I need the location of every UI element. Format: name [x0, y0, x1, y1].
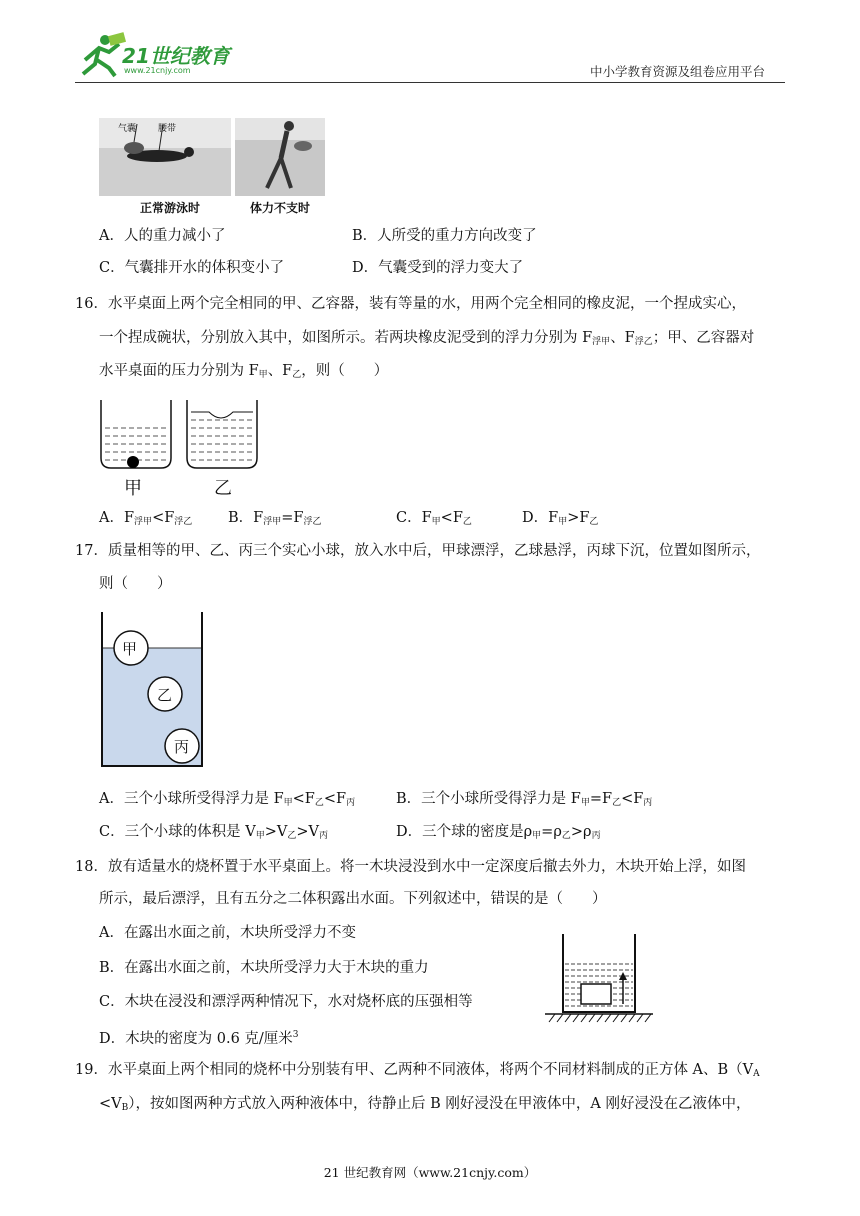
q17-option-d: D．三个球的密度是$\rho_甲=\rho_乙>\rho_丙$ [396, 824, 601, 841]
q18-option-c: C．木块在浸没和漂浮两种情况下，水对烧杯底的压强相等 [99, 994, 473, 1010]
left-caption: 正常游泳时 [140, 201, 201, 215]
container-jia-label: 甲 [124, 478, 142, 499]
q16-stem-line1: 16．水平桌面上两个完全相同的甲、乙容器，装有等量的水，用两个完全相同的橡皮泥，一个捏成实心， [75, 296, 746, 312]
q18-option-b: B．在露出水面之前，木块所受浮力大于木块的重力 [99, 960, 429, 976]
q18-stem-line1: 18．放有适量水的烧杯置于水平桌面上。将一木块浸没到水中一定深度后撤去外力，木块开始上浮，如图 [75, 859, 746, 875]
beaker-wood-figure [545, 932, 655, 1024]
q15-option-a: A．人的重力减小了 [99, 228, 226, 244]
belt-label: 腰带 [158, 124, 177, 134]
three-balls-figure [99, 612, 205, 768]
q17-option-c: C．三个小球的体积是 $V_甲>V_乙>V_丙$ [99, 824, 328, 841]
q16-option-a: A．$F_{浮甲}<F_{浮乙}$ [99, 510, 193, 527]
header-divider [75, 82, 785, 83]
ball-yi-label: 乙 [157, 686, 173, 704]
q15-option-c: C．气囊排开水的体积变小了 [99, 260, 285, 276]
airbag-label: 气囊 [118, 124, 137, 134]
q16-stem-line2: 一个捏成碗状，分别放入其中，如图所示。若两块橡皮泥受到的浮力分别为 $F_{浮甲}$、$F_{浮乙}$；甲、乙容器对 [99, 330, 755, 347]
q18-option-a: A．在露出水面之前，木块所受浮力不变 [99, 925, 356, 941]
q18-stem-line2: 所示，最后漂浮，且有五分之二体积露出水面。下列叙述中，错误的是（ ） [99, 891, 607, 907]
q16-option-d: D．$F_甲>F_乙$ [522, 510, 599, 527]
q19-stem-line1: 19．水平桌面上两个相同的烧杯中分别装有甲、乙两种不同液体，将两个不同材料制成的正方体 A、$B(V_A$ [75, 1062, 760, 1079]
q17-stem-line1: 17．质量相等的甲、乙、丙三个实心小球，放入水中后，甲球漂浮，乙球悬浮，丙球下沉，位置如图所示， [75, 543, 761, 559]
q16-stem-line3: 水平桌面的压力分别为 $F_甲$、$F_乙$，则（ ） [99, 363, 389, 380]
q17-option-a: A．三个小球所受得浮力是 $F_甲<F_乙<F_丙$ [99, 791, 356, 808]
ball-bing-label: 丙 [174, 738, 190, 756]
right-caption: 体力不支时 [250, 201, 311, 215]
page-footer: 21 世纪教育网（www.21cnjy.com） [323, 1165, 537, 1180]
q15-option-d: D．气囊受到的浮力变大了 [352, 260, 524, 276]
q18-option-d: D．木块的密度为 0.6 克/厘米$^3$ [99, 1030, 299, 1047]
q15-option-b: B．人所受的重力方向改变了 [352, 228, 537, 244]
q19-stem-line2: $<V_B$），按如图两种方式放入两种液体中，待静止后 B 刚好浸没在甲液体中，A 刚好浸没在乙液体中， [99, 1096, 751, 1113]
ball-jia-label: 甲 [122, 640, 138, 658]
container-yi-label: 乙 [214, 478, 232, 499]
header-tagline: 中小学教育资源及组卷应用平台 [590, 64, 766, 79]
logo-subtext: www.21cnjy.com [124, 66, 191, 75]
q16-option-c: C．$F_甲<F_乙$ [396, 510, 472, 527]
q17-option-b: B．三个小球所受得浮力是 $F_甲=F_乙<F_丙$ [396, 791, 653, 808]
logo-text: 21世纪教育 [122, 44, 230, 68]
q16-option-b: B．$F_{浮甲}=F_{浮乙}$ [228, 510, 322, 527]
q17-stem-line2: 则（ ） [99, 576, 172, 592]
